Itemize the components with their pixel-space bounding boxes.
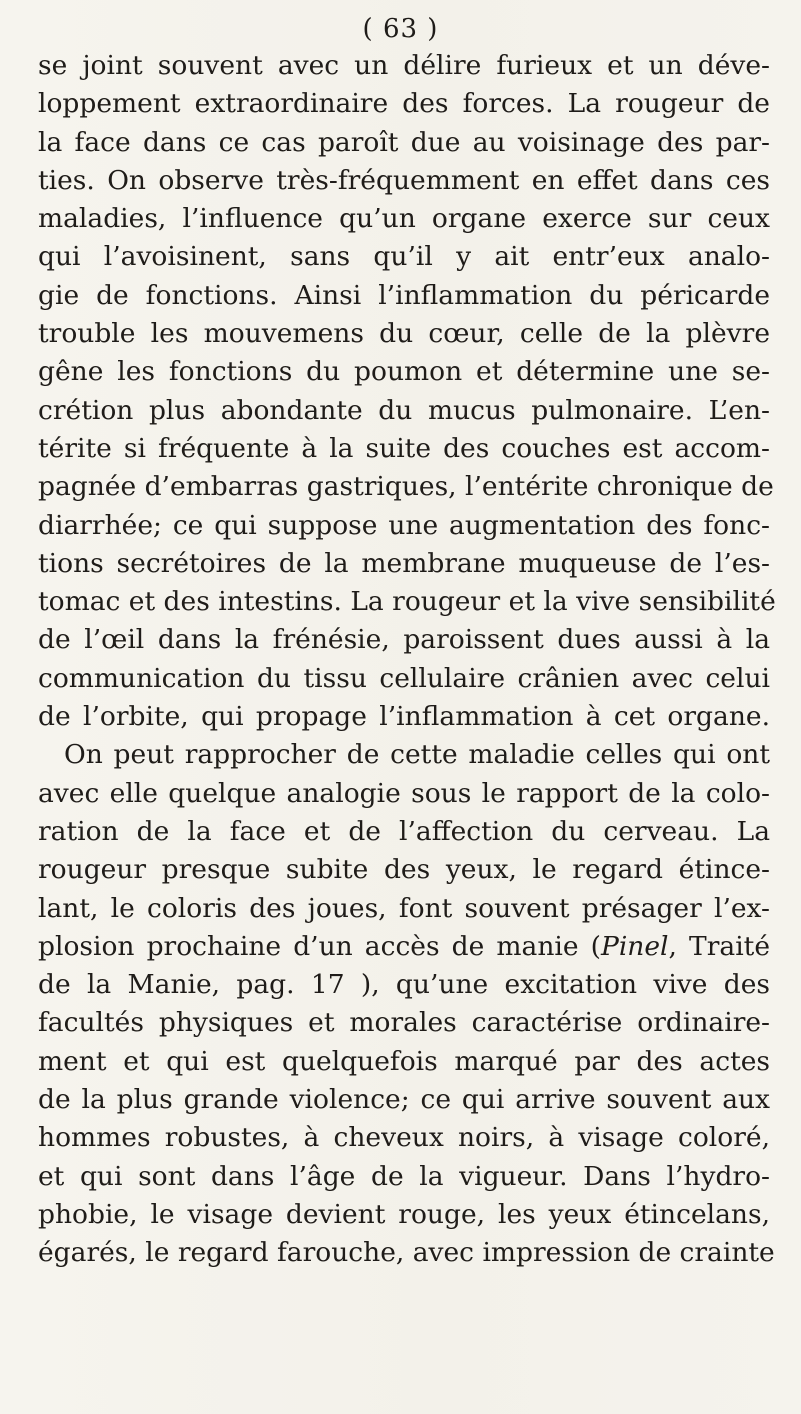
text-line: loppement extraordinaire des forces. La rougeur de — [38, 88, 770, 120]
italic-author-name: Pinel — [601, 930, 669, 962]
text-line: avec elle quelque analogie sous le rapport de la colo- — [38, 777, 770, 809]
text-line-with-citation — [38, 928, 770, 966]
text-line: hommes robustes, à cheveux noirs, à visage coloré, — [38, 1122, 770, 1154]
text-line: la face dans ce cas paroît due au voisinage des par- — [38, 126, 770, 158]
text-line: ration de la face et de l’affection du cerveau. La — [38, 815, 770, 847]
text-line: ties. On observe très-fréquemment en effet dans ces — [38, 164, 770, 196]
text-line: qui l’avoisinent, sans qu’il y ait entr’eux analo- — [38, 241, 770, 273]
text-line: égarés, le regard farouche, avec impression de crainte — [38, 1237, 775, 1269]
text-line: gêne les fonctions du poumon et détermine une se- — [38, 356, 770, 388]
text-line-end: , Traité — [668, 930, 770, 962]
text-line-start: plosion prochaine d’un accès de manie ( — [38, 930, 601, 962]
page-number: ( 63 ) — [362, 14, 439, 44]
text-line: diarrhée; ce qui suppose une augmentation des fonc- — [38, 509, 770, 541]
page-text-block — [38, 47, 776, 1273]
text-line: maladies, l’influence qu’un organe exerce sur ceux — [38, 203, 770, 235]
text-line: de l’orbite, qui propage l’inflammation à cet organe. — [38, 701, 770, 733]
text-line: de la Manie, pag. 17 ), qu’une excitation vive des — [38, 969, 770, 1001]
text-line: de l’œil dans la frénésie, paroissent dues aussi à la — [38, 624, 770, 656]
text-line: térite si fréquente à la suite des couches est accom- — [38, 432, 770, 464]
text-line: communication du tissu cellulaire crânien avec celui — [38, 662, 770, 694]
text-line: lant, le coloris des joues, font souvent présager l’ex- — [38, 892, 770, 924]
text-line: tomac et des intestins. La rougeur et la vive sensibilité — [38, 586, 776, 618]
text-line: facultés physiques et morales caractérise ordinaire- — [38, 1007, 770, 1039]
text-line: gie de fonctions. Ainsi l’inflammation du péricarde — [38, 279, 770, 311]
text-line: et qui sont dans l’âge de la vigueur. Dans l’hydro- — [38, 1160, 770, 1192]
text-line: ment et qui est quelquefois marqué par des actes — [38, 1045, 770, 1077]
text-line: rougeur presque subite des yeux, le regard étince- — [38, 854, 770, 886]
text-line-paragraph-start: On peut rapprocher de cette maladie celles qui ont — [64, 739, 770, 771]
text-line: tions secrétoires de la membrane muqueuse de l’es- — [38, 547, 770, 579]
text-line: phobie, le visage devient rouge, les yeux étincelans, — [38, 1198, 770, 1230]
text-line: crétion plus abondante du mucus pulmonaire. L’en- — [38, 394, 770, 426]
text-line: se joint souvent avec un délire furieux et un déve- — [38, 50, 770, 81]
text-line: de la plus grande violence; ce qui arrive souvent aux — [38, 1084, 770, 1116]
text-line: trouble les mouvemens du cœur, celle de la plèvre — [38, 318, 770, 350]
text-line: pagnée d’embarras gastriques, l’entérite chronique de — [38, 471, 774, 503]
